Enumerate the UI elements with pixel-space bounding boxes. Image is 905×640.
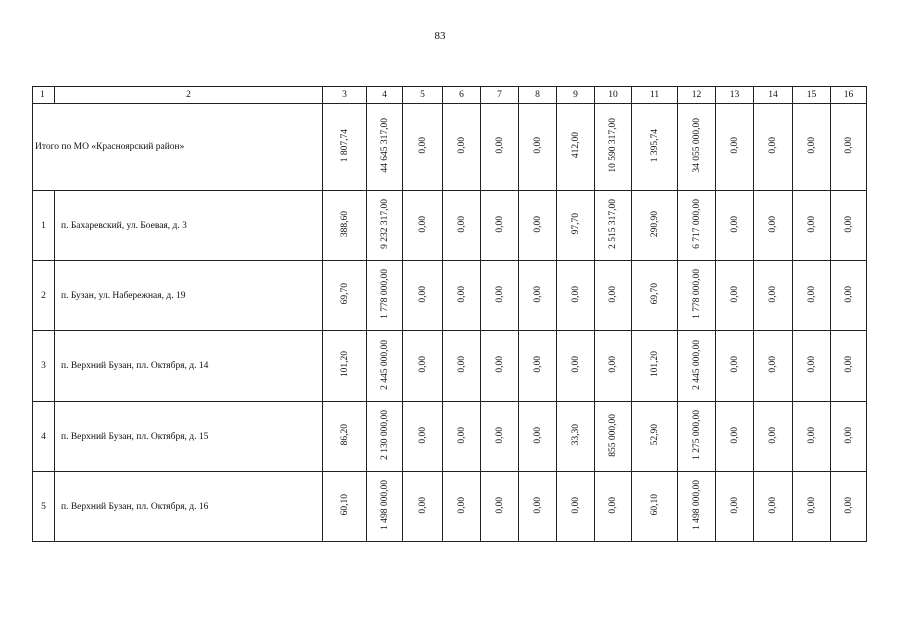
value-text: 0,00 [417, 215, 428, 233]
value-cell [716, 191, 754, 261]
value-cell [754, 402, 793, 472]
value-cell [557, 472, 595, 542]
value-text: 0,00 [532, 496, 543, 514]
column-number-cell: 16 [831, 87, 867, 104]
value-cell [678, 402, 716, 472]
value-cell [519, 472, 557, 542]
value-text: 10 590 317,00 [608, 118, 618, 173]
value-cell [443, 472, 481, 542]
value-cell [678, 191, 716, 261]
value-cell [632, 472, 678, 542]
value-text: 0,00 [456, 496, 467, 514]
value-cell [595, 331, 632, 402]
column-number-cell: 10 [595, 87, 632, 104]
value-text: 101,20 [339, 351, 350, 378]
value-text: 69,70 [339, 283, 350, 305]
value-cell [595, 261, 632, 331]
value-cell [403, 261, 443, 331]
value-text: 0,00 [843, 137, 854, 154]
row-number: 5 [33, 472, 55, 542]
value-text: 0,00 [456, 215, 467, 233]
value-text: 0,00 [494, 215, 505, 233]
value-cell [519, 402, 557, 472]
address-cell: п. Бузан, ул. Набережная, д. 19 [55, 261, 323, 331]
value-cell [323, 472, 367, 542]
address-cell: п. Верхний Бузан, пл. Октября, д. 14 [55, 331, 323, 402]
table-row [33, 191, 867, 261]
value-text: 0,00 [456, 356, 467, 373]
value-text: 69,70 [649, 283, 660, 305]
value-text: 0,00 [532, 215, 543, 233]
value-text: 52,90 [649, 424, 660, 446]
value-text: 0,00 [843, 285, 854, 303]
column-number-cell: 2 [55, 87, 323, 104]
value-cell [403, 472, 443, 542]
value-text: 2 130 000,00 [379, 410, 390, 460]
value-cell [754, 331, 793, 402]
value-cell [793, 472, 831, 542]
value-text: 0,00 [494, 496, 505, 514]
value-text: 0,00 [494, 285, 505, 303]
value-cell [323, 104, 367, 191]
value-cell [632, 261, 678, 331]
value-cell [519, 191, 557, 261]
table-row [33, 261, 867, 331]
value-cell [793, 331, 831, 402]
value-text: 0,00 [729, 496, 740, 514]
value-cell [557, 402, 595, 472]
value-cell [831, 331, 867, 402]
value-cell [831, 191, 867, 261]
value-cell [367, 331, 403, 402]
value-text: 0,00 [729, 426, 740, 444]
value-text: 0,00 [608, 356, 618, 373]
value-cell [678, 472, 716, 542]
value-cell [481, 261, 519, 331]
value-cell [754, 261, 793, 331]
value-cell [519, 331, 557, 402]
value-cell [716, 331, 754, 402]
value-text: 0,00 [806, 285, 817, 303]
value-cell [323, 331, 367, 402]
column-number-cell: 6 [443, 87, 481, 104]
value-text: 0,00 [806, 356, 817, 373]
total-label: Итого по МО «Красноярский район» [33, 104, 323, 191]
column-number-cell: 1 [33, 87, 55, 104]
value-text: 1 778 000,00 [691, 269, 702, 319]
value-cell [632, 104, 678, 191]
column-number-cell: 9 [557, 87, 595, 104]
value-cell [793, 104, 831, 191]
value-text: 0,00 [532, 426, 543, 444]
value-cell [519, 104, 557, 191]
value-cell [793, 261, 831, 331]
value-text: 0,00 [768, 496, 778, 514]
value-cell [367, 472, 403, 542]
value-text: 33,30 [570, 424, 581, 446]
value-text: 1 395,74 [649, 128, 660, 163]
value-cell [403, 191, 443, 261]
column-number-cell: 7 [481, 87, 519, 104]
value-text: 60,10 [649, 494, 660, 516]
value-text: 0,00 [570, 285, 581, 303]
value-cell [403, 331, 443, 402]
value-text: 0,00 [417, 356, 428, 373]
value-cell [793, 402, 831, 472]
value-cell [323, 191, 367, 261]
value-text: 1 498 000,00 [691, 480, 702, 530]
value-cell [367, 261, 403, 331]
value-cell [323, 261, 367, 331]
value-cell [557, 261, 595, 331]
table-row [33, 402, 867, 472]
value-text: 0,00 [768, 285, 778, 303]
address-cell: п. Верхний Бузан, пл. Октября, д. 16 [55, 472, 323, 542]
value-text: 0,00 [729, 285, 740, 303]
value-text: 0,00 [456, 285, 467, 303]
value-text: 0,00 [494, 356, 505, 373]
value-cell [557, 331, 595, 402]
column-number-cell: 12 [678, 87, 716, 104]
value-text: 412,00 [570, 132, 581, 159]
value-cell [367, 402, 403, 472]
row-number: 4 [33, 402, 55, 472]
value-cell [678, 261, 716, 331]
value-text: 0,00 [806, 215, 817, 233]
column-number-cell: 15 [793, 87, 831, 104]
value-cell [367, 104, 403, 191]
value-cell [632, 331, 678, 402]
row-number: 3 [33, 331, 55, 402]
value-text: 0,00 [532, 285, 543, 303]
value-cell [595, 104, 632, 191]
total-row [33, 104, 867, 191]
value-text: 0,00 [494, 137, 505, 154]
value-cell [443, 191, 481, 261]
value-cell [595, 472, 632, 542]
value-text: 0,00 [768, 215, 778, 233]
value-text: 0,00 [843, 215, 854, 233]
value-text: 0,00 [843, 356, 854, 373]
column-number-cell: 4 [367, 87, 403, 104]
value-text: 44 645 317,00 [379, 118, 390, 173]
value-cell [595, 402, 632, 472]
value-text: 97,70 [570, 213, 581, 235]
value-cell [443, 402, 481, 472]
value-text: 0,00 [806, 426, 817, 444]
column-number-cell: 8 [519, 87, 557, 104]
value-cell [716, 472, 754, 542]
value-cell [754, 191, 793, 261]
value-text: 0,00 [417, 137, 428, 154]
value-text: 0,00 [570, 496, 581, 514]
value-cell [481, 104, 519, 191]
value-cell [323, 402, 367, 472]
value-text: 0,00 [417, 496, 428, 514]
value-text: 9 232 317,00 [379, 199, 390, 249]
column-number-cell: 3 [323, 87, 367, 104]
value-text: 290,90 [649, 210, 660, 238]
value-text: 0,00 [608, 285, 618, 303]
value-cell [716, 104, 754, 191]
value-cell [632, 191, 678, 261]
value-text: 0,00 [768, 426, 778, 444]
value-text: 0,00 [456, 426, 467, 444]
value-cell [793, 191, 831, 261]
value-cell [754, 104, 793, 191]
value-text: 0,00 [806, 137, 817, 154]
value-text: 855 000,00 [608, 413, 618, 457]
value-cell [831, 104, 867, 191]
value-cell [632, 402, 678, 472]
column-number-cell: 11 [632, 87, 678, 104]
value-cell [481, 402, 519, 472]
value-text: 1 807,74 [339, 128, 350, 163]
register-table [32, 86, 867, 542]
value-text: 0,00 [417, 285, 428, 303]
value-cell [403, 104, 443, 191]
value-text: 1 778 000,00 [379, 269, 390, 319]
value-cell [481, 331, 519, 402]
value-text: 0,00 [729, 215, 740, 233]
value-text: 0,00 [417, 426, 428, 444]
value-cell [716, 261, 754, 331]
value-cell [831, 472, 867, 542]
value-text: 0,00 [843, 426, 854, 444]
address-cell: п. Верхний Бузан, пл. Октября, д. 15 [55, 402, 323, 472]
value-cell [831, 402, 867, 472]
value-cell [443, 261, 481, 331]
value-text: 2 515 317,00 [608, 199, 618, 249]
value-cell [481, 472, 519, 542]
value-cell [595, 191, 632, 261]
value-text: 0,00 [843, 496, 854, 514]
value-text: 0,00 [456, 137, 467, 154]
value-cell [367, 191, 403, 261]
value-text: 0,00 [729, 356, 740, 373]
value-text: 0,00 [806, 496, 817, 514]
value-text: 388,60 [339, 210, 350, 238]
value-cell [481, 191, 519, 261]
value-text: 0,00 [768, 137, 778, 154]
column-number-cell: 5 [403, 87, 443, 104]
row-number: 1 [33, 191, 55, 261]
value-cell [831, 261, 867, 331]
value-text: 0,00 [532, 137, 543, 154]
value-cell [678, 104, 716, 191]
value-text: 0,00 [494, 426, 505, 444]
value-cell [443, 331, 481, 402]
value-text: 0,00 [729, 137, 740, 154]
value-cell [678, 331, 716, 402]
column-number-cell: 13 [716, 87, 754, 104]
value-text: 34 055 000,00 [691, 118, 702, 173]
value-cell [716, 402, 754, 472]
value-text: 6 717 000,00 [691, 199, 702, 249]
address-cell: п. Бахаревский, ул. Боевая, д. 3 [55, 191, 323, 261]
page-number: 83 [434, 30, 446, 42]
value-cell [557, 191, 595, 261]
table-row [33, 472, 867, 542]
row-number: 2 [33, 261, 55, 331]
value-cell [443, 104, 481, 191]
value-text: 2 445 000,00 [691, 339, 702, 390]
value-cell [754, 472, 793, 542]
value-text: 0,00 [532, 356, 543, 373]
value-text: 1 498 000,00 [379, 480, 390, 530]
value-text: 101,20 [649, 351, 660, 378]
value-text: 0,00 [768, 356, 778, 373]
value-cell [557, 104, 595, 191]
value-text: 86,20 [339, 424, 350, 446]
value-cell [403, 402, 443, 472]
value-text: 60,10 [339, 494, 350, 516]
value-text: 2 445 000,00 [379, 339, 390, 390]
column-number-row [33, 87, 867, 104]
value-text: 0,00 [570, 356, 581, 373]
value-text: 0,00 [608, 496, 618, 514]
column-number-cell: 14 [754, 87, 793, 104]
table-row [33, 331, 867, 402]
value-cell [519, 261, 557, 331]
value-text: 1 275 000,00 [691, 410, 702, 460]
